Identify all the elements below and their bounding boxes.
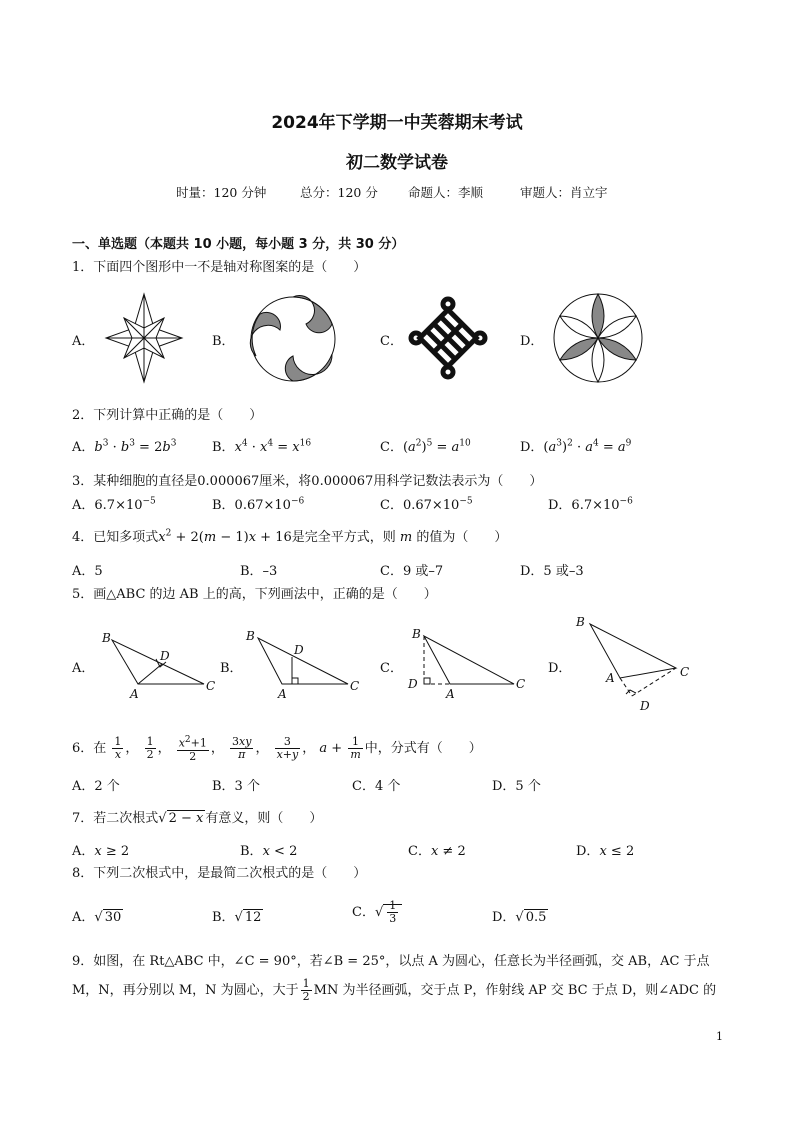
q4-stem: 4．已知多项式$x^2 + 2(m - 1)x + 16$是完全平方式，则 m 的值为（ ） — [72, 528, 508, 545]
q1-label-a: A． — [72, 334, 95, 349]
q5-figure-d — [570, 614, 700, 712]
svg-text:C: C — [350, 679, 360, 693]
q7-option-b: B．x < 2 — [240, 844, 298, 859]
svg-text:A: A — [446, 687, 455, 701]
q9-line2-a: M，N，再分别以 M，N 为圆心，大于 — [72, 983, 299, 998]
q3-option-d: D．$6.7\times 10^{-6}$ — [548, 496, 633, 513]
svg-text:C: C — [206, 679, 216, 693]
q6-option-c: C．4 个 — [352, 779, 401, 794]
q7-stem-b: 有意义，则（ ） — [205, 811, 323, 826]
q1-label-c: C． — [380, 334, 403, 349]
q2-option-d: D．$(a^3)^2 \cdot a^4 = a^9$ — [520, 438, 632, 455]
q1-swirl-figure — [248, 294, 338, 384]
q1-flower-figure — [552, 292, 644, 384]
q3-option-c: C．$0.67\times 10^{-5}$ — [380, 496, 473, 513]
q8-stem: 8．下列二次根式中，是最简二次根式的是（ ） — [72, 866, 367, 881]
q7-option-a: A．x ≥ 2 — [72, 844, 130, 859]
q2-option-b: B．$x^4 \cdot x^4 = x^{16}$ — [212, 438, 312, 455]
q4-stem-a: 4．已知多项式 — [72, 530, 159, 545]
exam-title: 2024年下学期一中芙蓉期末考试 — [271, 113, 523, 133]
exam-author: 命题人：李顺 — [408, 185, 484, 200]
q5-label-b: B． — [220, 661, 243, 676]
q2-option-a: A．$b^3 \cdot b^3 = 2b^3$ — [72, 438, 177, 455]
svg-text:B: B — [412, 627, 421, 641]
svg-text:B: B — [102, 631, 111, 645]
q4-option-a: A．5 — [72, 564, 103, 579]
q6-stem-a: 6．在 — [72, 740, 107, 756]
svg-text:D: D — [408, 677, 418, 691]
q7-option-d: D．x ≤ 2 — [576, 844, 635, 859]
q6-stem: 6．在 $\frac{1}{x}$ ， $\frac{1}{2}$ ， $\frac{x^2+1}{2}$ ， $\frac{3xy}{\pi}$ ， $\frac{3}{x+y}$ ， a + $\frac{1}{m}$ 中，分式有（ ） — [72, 734, 482, 763]
q1-label-b: B． — [212, 334, 235, 349]
q2-option-c: C．$(a^2)^5 = a^{10}$ — [380, 438, 471, 455]
exam-subtitle: 初二数学试卷 — [346, 153, 448, 173]
svg-text:C: C — [516, 677, 526, 691]
q9-line2-b: MN 为半径画弧，交于点 P，作射线 AP 交 BC 于点 D，则∠ADC 的 — [313, 983, 717, 998]
q8-option-a: A．√ 30 — [72, 910, 122, 925]
svg-text:C: C — [680, 665, 690, 679]
svg-text:A: A — [130, 687, 139, 700]
q3-option-b: B．$0.67\times 10^{-6}$ — [212, 496, 305, 513]
q8-option-c: C．√ $\frac{1}{3}$ — [352, 900, 402, 925]
q6-option-a: A．2 个 — [72, 779, 120, 794]
q9-line1: 9．如图，在 Rt△ABC 中，∠C = 90°，若∠B = 25°，以点 A 为圆心，任意长为半径画弧，交 AB，AC 于点 — [72, 954, 710, 969]
q6-option-b: B．3 个 — [212, 779, 260, 794]
q4-stem-b: 是完全平方式，则 — [291, 530, 396, 545]
exam-score: 总分：120 分 — [300, 185, 378, 200]
q6-stem-b: 中，分式有（ ） — [364, 740, 482, 756]
q4-option-b: B．–3 — [240, 564, 278, 579]
q8-option-d: D．√ 0.5 — [492, 910, 547, 925]
q8-option-b: B．√ 12 — [212, 910, 262, 925]
svg-text:A: A — [606, 671, 615, 685]
q4-stem-c: 的值为（ ） — [416, 530, 508, 545]
exam-time: 时量：120 分钟 — [176, 185, 267, 200]
q5-label-a: A． — [72, 661, 95, 676]
q5-figure-c — [402, 624, 532, 702]
q6-option-d: D．5 个 — [492, 779, 541, 794]
q5-figure-b — [242, 628, 366, 700]
q9-line2: M，N，再分别以 M，N 为圆心，大于 $\frac{1}{2}$ MN 为半径画弧，交于点 P，作射线 AP 交 BC 于点 D，则∠ADC 的 — [72, 977, 717, 1003]
q4-option-d: D．5 或–3 — [520, 564, 584, 579]
svg-text:D: D — [294, 643, 304, 657]
q1-stem: 1．下面四个图形中一不是轴对称图案的是（ ） — [72, 260, 367, 275]
q1-label-d: D． — [520, 334, 544, 349]
svg-text:D: D — [640, 699, 650, 712]
q1-knot-figure — [408, 296, 488, 380]
section-heading: 一、单选题（本题共 10 小题，每小题 3 分，共 30 分） — [72, 237, 405, 252]
q4-option-c: C．9 或–7 — [380, 564, 444, 579]
svg-text:A: A — [278, 687, 287, 700]
q5-stem: 5．画△ABC 的边 AB 上的高，下列画法中，正确的是（ ） — [72, 587, 437, 602]
svg-text:D: D — [160, 649, 170, 663]
svg-text:B: B — [576, 615, 585, 629]
svg-text:B: B — [246, 629, 255, 643]
exam-reviewer: 审题人：肖立宇 — [520, 185, 608, 200]
q3-stem: 3．某种细胞的直径是0.000067厘米，将0.000067用科学记数法表示为（ ） — [72, 474, 543, 489]
q5-label-c: C． — [380, 661, 403, 676]
q7-stem-a: 7．若二次根式 — [72, 811, 159, 826]
q5-label-d: D． — [548, 661, 572, 676]
q3-option-a: A．$6.7\times 10^{-5}$ — [72, 496, 156, 513]
q7-option-c: C．x ≠ 2 — [408, 844, 466, 859]
page-number: 1 — [716, 1030, 723, 1043]
q2-stem: 2．下列计算中正确的是（ ） — [72, 408, 263, 423]
q1-star-figure — [104, 292, 184, 384]
q5-figure-a — [98, 628, 222, 700]
q7-stem: 7．若二次根式√ 2 − x 有意义，则（ ） — [72, 811, 323, 826]
